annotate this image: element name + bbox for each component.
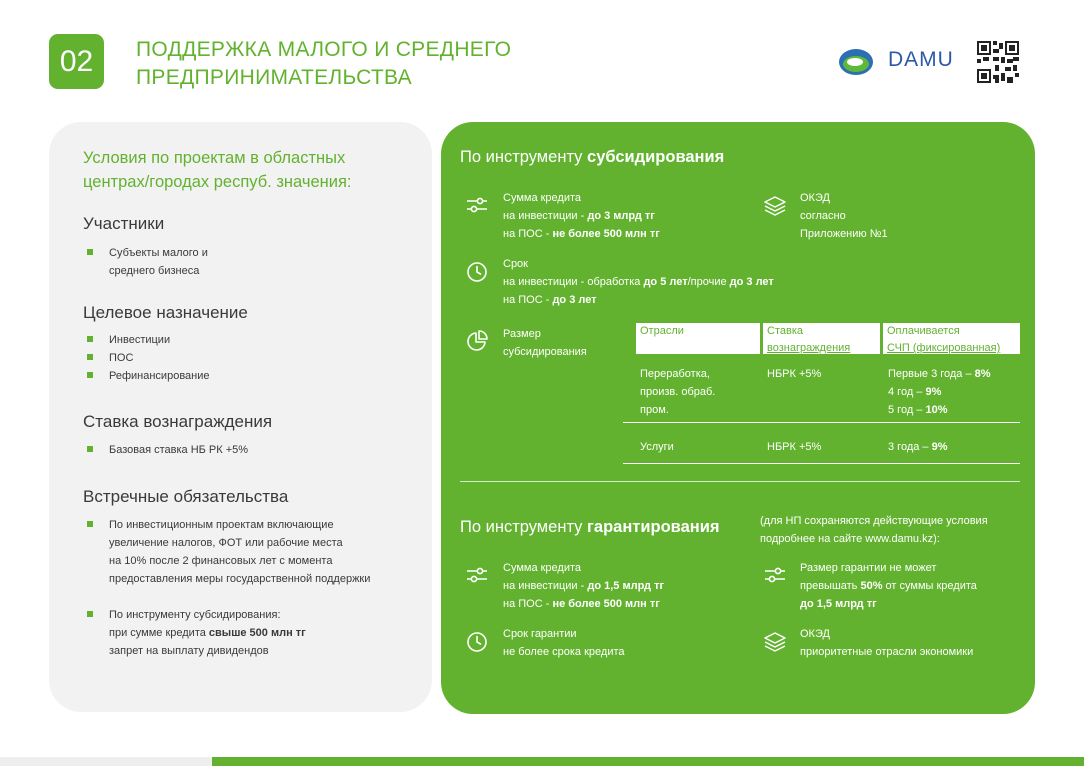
table-row2-sector: Услуги [640,441,674,453]
list-item: Рефинансирование [83,367,210,385]
guarantee-credit-inv-bold: до 1,5 млрд тг [587,580,665,592]
qr-code-icon[interactable] [977,41,1019,83]
table-row1-rate: НБРК +5% [767,368,822,380]
guarantee-credit-label: Сумма кредита [503,562,582,574]
guarantee-title [460,518,720,537]
table-row1-pay1-prefix: Первые 3 года – [888,368,975,380]
table-bottom-line [623,463,1020,464]
participants-title: Участники [83,214,165,233]
table-row2-payment [888,438,948,456]
layers-icon [764,631,786,653]
table-header-payment [883,323,1020,354]
obligation2-line2 [109,624,370,642]
page-title-line2: ПРЕДПРИНИМАТЕЛЬСТВА [136,66,412,89]
section-divider [460,481,1020,482]
subsidy-term-pos-bold: до 3 лет [552,294,597,306]
obligation1-line1: По инвестиционным проектам включающие [109,519,334,531]
subsidy-credit-block [503,189,660,243]
subsidy-title-bold: субсидирования [587,148,725,166]
subsidy-credit-pos [503,225,660,243]
guarantee-term-label: Срок гарантии [503,628,577,640]
subsidy-credit-inv-prefix: на инвестиции - [503,210,588,222]
conditions-card [49,122,432,712]
table-header-rate [763,323,880,354]
subsidy-oked-label: ОКЭД [800,192,830,204]
subsidy-term-pos [503,291,774,309]
subsidy-oked-block [800,189,888,243]
guarantee-limit-line2 [800,577,977,595]
conditions-heading [83,146,351,194]
table-row1-sector-line1: Переработка, [640,368,710,380]
layers-icon [764,195,786,217]
obligation1-line2: увеличение налогов, ФОТ или рабочие места [109,537,343,549]
obligation2-line2-bold: свыше 500 млн тг [208,627,306,639]
participants-list [83,244,208,280]
page-title [136,36,511,92]
subsidy-oked-line3: Приложению №1 [800,228,888,240]
rate-list [83,441,248,459]
guarantee-oked-block [800,625,973,661]
clock-icon [466,261,488,283]
table-row1-payment [888,365,991,419]
guarantee-credit-pos [503,595,664,613]
guarantee-credit-block [503,559,664,613]
table-header-payment-line2: СЧП (фиксированная) [887,342,1001,354]
list-item [83,516,370,588]
table-row1-pay3-prefix: 5 год – [888,404,926,416]
guarantee-term-line2: не более срока кредита [503,646,625,658]
subsidy-term-inv-bold2: до 3 лет [729,276,774,288]
guarantee-limit-line2-suffix: от суммы кредита [882,580,977,592]
subsidy-term-block [503,255,774,309]
obligations-list [83,516,370,660]
list-item: Инвестиции [83,331,210,349]
sliders-icon [466,194,488,216]
subsidy-credit-label: Сумма кредита [503,192,582,204]
page-title-line1: ПОДДЕРЖКА МАЛОГО И СРЕДНЕГО [136,38,512,61]
table-row2-pay-prefix: 3 года – [888,441,932,453]
obligation1-line3: на 10% после 2 финансовых лет с момента [109,555,333,567]
list-item: ПОС [83,349,210,367]
guarantee-credit-pos-bold: не более 500 млн тг [552,598,660,610]
table-row2-pay-bold: 9% [931,441,948,453]
conditions-heading-line1: Условия по проектам в областных [83,149,346,167]
subsidy-term-inv-bold1: до 5 лет [643,276,688,288]
participants-item-line1: Субъекты малого и [109,247,208,259]
table-header-sectors [636,323,760,354]
obligation2-line2-prefix: при сумме кредита [109,627,209,639]
guarantee-credit-pos-prefix: на ПОС - [503,598,553,610]
table-row1-pay1-bold: 8% [974,368,991,380]
guarantee-limit-line2-bold: 50% [860,580,883,592]
table-header-rate-line2: вознаграждения [767,342,851,354]
purpose-list [83,331,210,385]
table-header-sectors-text: Отрасли [640,325,684,337]
guarantee-limit-line3 [800,595,977,613]
table-row1-pay2 [888,383,991,401]
subsidy-term-inv-mid: /прочие [687,276,730,288]
table-row-divider [623,422,1020,423]
subsidy-credit-inv [503,207,660,225]
sliders-icon [466,564,488,586]
footer-bar-green [212,757,1084,766]
obligation2-line1: По инструменту субсидирования: [109,609,281,621]
participants-item-line2: среднего бизнеса [109,265,200,277]
subsidy-term-pos-prefix: на ПОС - [503,294,553,306]
guarantee-limit-line1: Размер гарантии не может [800,562,937,574]
guarantee-credit-inv [503,577,664,595]
damu-logo-text: DAMU [888,48,954,71]
obligations-title: Встречные обязательства [83,487,289,506]
obligation1-line4: предоставления меры государственной поддержки [109,573,371,585]
subsidy-size-label [503,325,587,361]
subsidy-title [460,148,724,167]
table-header-rate-line1: Ставка [767,325,803,337]
sliders-icon [764,564,786,586]
subsidy-credit-pos-bold: не более 500 млн тг [552,228,660,240]
guarantee-note-line1: (для НП сохраняются действующие условия [760,515,988,527]
guarantee-oked-label: ОКЭД [800,628,830,640]
table-row1-pay2-prefix: 4 год – [888,386,926,398]
table-row1-pay1 [888,365,991,383]
guarantee-title-prefix: По инструменту [460,518,588,536]
guarantee-title-bold: гарантирования [587,518,720,536]
table-row1-sector [640,365,715,419]
guarantee-limit-block [800,559,977,613]
table-row1-pay3 [888,401,991,419]
subsidy-size-label-line2: субсидирования [503,346,587,358]
subsidy-term-label: Срок [503,258,528,270]
subsidy-term-inv-prefix: на инвестиции - обработка [503,276,644,288]
guarantee-note-line2: подробнее на сайте www.damu.kz): [760,533,940,545]
table-row1-sector-line3: пром. [640,404,669,416]
table-header-payment-line1: Оплачивается [887,325,960,337]
subsidy-term-inv [503,273,774,291]
conditions-heading-line2: центрах/городах респуб. значения: [83,173,352,191]
list-item [83,244,208,280]
guarantee-note [760,512,988,548]
list-item [83,606,370,660]
table-row1-pay3-bold: 10% [925,404,948,416]
pie-chart-icon [466,330,488,352]
table-row1-pay2-bold: 9% [925,386,942,398]
list-item: Базовая ставка НБ РК +5% [83,441,248,459]
guarantee-oked-line2: приоритетные отрасли экономики [800,646,974,658]
subsidy-size-label-line1: Размер [503,328,541,340]
footer-bar-gray [0,757,212,766]
guarantee-limit-line3-bold: до 1,5 млрд тг [800,598,877,610]
subsidy-title-prefix: По инструменту [460,148,588,166]
guarantee-credit-inv-prefix: на инвестиции - [503,580,588,592]
table-row2-rate: НБРК +5% [767,441,822,453]
instruments-card [441,122,1035,714]
purpose-title: Целевое назначение [83,303,248,322]
clock-icon [466,631,488,653]
rate-title: Ставка вознаграждения [83,412,273,431]
guarantee-limit-line2-prefix: превышать [800,580,861,592]
table-row1-sector-line2: произв. обраб. [640,386,716,398]
subsidy-credit-pos-prefix: на ПОС - [503,228,553,240]
section-number-badge: 02 [49,34,104,89]
guarantee-term-block [503,625,625,661]
obligation2-line3: запрет на выплату дивидендов [109,645,269,657]
subsidy-oked-line2: согласно [800,210,846,222]
subsidy-credit-inv-bold: до 3 млрд тг [587,210,655,222]
